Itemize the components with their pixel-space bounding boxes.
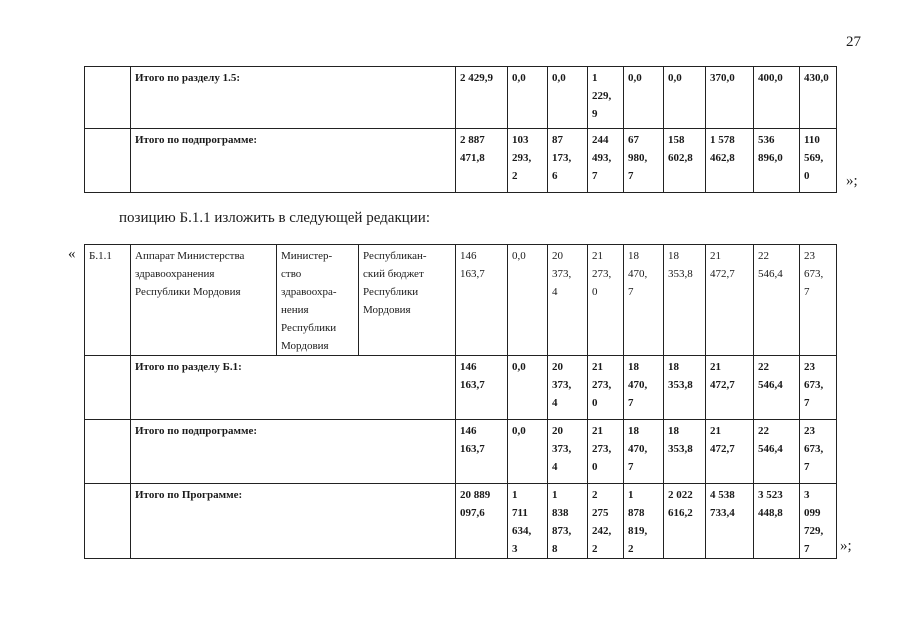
row-label: Итого по разделу Б.1:: [131, 356, 456, 420]
value-cell: 23 673, 7: [800, 356, 837, 420]
value-cell: 2 887 471,8: [456, 129, 508, 193]
value-cell: 0,0: [508, 356, 548, 420]
value-cell: 400,0: [754, 67, 800, 129]
value-cell: 67 980, 7: [624, 129, 664, 193]
value-cell: 110 569, 0: [800, 129, 837, 193]
value-cell: 0,0: [508, 245, 548, 356]
table-row: [85, 67, 837, 129]
opening-quote: «: [68, 246, 76, 262]
value-cell: 18 353,8: [664, 420, 706, 484]
closing-quote: »;: [840, 538, 852, 554]
value-cell: 2 275 242, 2: [588, 484, 624, 559]
value-cell: 2 022 616,2: [664, 484, 706, 559]
table-row: [85, 484, 837, 559]
row-name: Аппарат Министерства здравоохранения Республики Мордовия: [131, 245, 277, 356]
value-cell: 22 546,4: [754, 245, 800, 356]
row-code: Б.1.1: [85, 245, 131, 356]
value-cell: 21 273, 0: [588, 420, 624, 484]
table-section-1-5-totals: [84, 66, 837, 193]
value-cell: 18 470, 7: [624, 356, 664, 420]
value-cell: 18 470, 7: [624, 245, 664, 356]
value-cell: 0,0: [664, 67, 706, 129]
value-cell: 21 472,7: [706, 245, 754, 356]
value-cell: 4 538 733,4: [706, 484, 754, 559]
table-row: [85, 420, 837, 484]
row-label: Итого по подпрограмме:: [131, 129, 456, 193]
value-cell: 103 293, 2: [508, 129, 548, 193]
value-cell: 1 711 634, 3: [508, 484, 548, 559]
value-cell: 1 229, 9: [588, 67, 624, 129]
value-cell: 430,0: [800, 67, 837, 129]
value-cell: 146 163,7: [456, 420, 508, 484]
value-cell: 20 373, 4: [548, 420, 588, 484]
value-cell: 2 429,9: [456, 67, 508, 129]
value-cell: 0,0: [548, 67, 588, 129]
value-cell: 244 493, 7: [588, 129, 624, 193]
value-cell: 3 523 448,8: [754, 484, 800, 559]
row-executor: Министер- ство здравоохра- нения Республики Мордовия: [277, 245, 359, 356]
value-cell: 146 163,7: [456, 356, 508, 420]
empty-cell: [85, 67, 131, 129]
closing-quote: »;: [846, 173, 858, 189]
value-cell: 22 546,4: [754, 356, 800, 420]
empty-cell: [85, 356, 131, 420]
value-cell: 18 470, 7: [624, 420, 664, 484]
value-cell: 0,0: [508, 67, 548, 129]
page-number: 27: [846, 34, 861, 50]
value-cell: 370,0: [706, 67, 754, 129]
row-funding-source: Республикан- ский бюджет Республики Мордовия: [359, 245, 456, 356]
row-label: Итого по разделу 1.5:: [131, 67, 456, 129]
value-cell: 18 353,8: [664, 356, 706, 420]
value-cell: 3 099 729, 7: [800, 484, 837, 559]
value-cell: 20 373, 4: [548, 356, 588, 420]
table-row: [85, 129, 837, 193]
value-cell: 23 673, 7: [800, 245, 837, 356]
row-label: Итого по Программе:: [131, 484, 456, 559]
empty-cell: [85, 484, 131, 559]
empty-cell: [85, 420, 131, 484]
value-cell: 158 602,8: [664, 129, 706, 193]
table-row: [85, 356, 837, 420]
value-cell: 21 472,7: [706, 420, 754, 484]
value-cell: 22 546,4: [754, 420, 800, 484]
value-cell: 20 889 097,6: [456, 484, 508, 559]
value-cell: 1 878 819, 2: [624, 484, 664, 559]
value-cell: 1 578 462,8: [706, 129, 754, 193]
table-b-1-1: [84, 244, 837, 559]
value-cell: 1 838 873, 8: [548, 484, 588, 559]
value-cell: 20 373, 4: [548, 245, 588, 356]
value-cell: 146 163,7: [456, 245, 508, 356]
instruction-text: позицию Б.1.1 изложить в следующей редакции:: [119, 210, 431, 226]
value-cell: 87 173, 6: [548, 129, 588, 193]
row-label: Итого по подпрограмме:: [131, 420, 456, 484]
empty-cell: [85, 129, 131, 193]
value-cell: 0,0: [508, 420, 548, 484]
value-cell: 18 353,8: [664, 245, 706, 356]
value-cell: 21 273, 0: [588, 356, 624, 420]
value-cell: 536 896,0: [754, 129, 800, 193]
table-row: [85, 245, 837, 356]
value-cell: 21 273, 0: [588, 245, 624, 356]
value-cell: 21 472,7: [706, 356, 754, 420]
value-cell: 23 673, 7: [800, 420, 837, 484]
value-cell: 0,0: [624, 67, 664, 129]
